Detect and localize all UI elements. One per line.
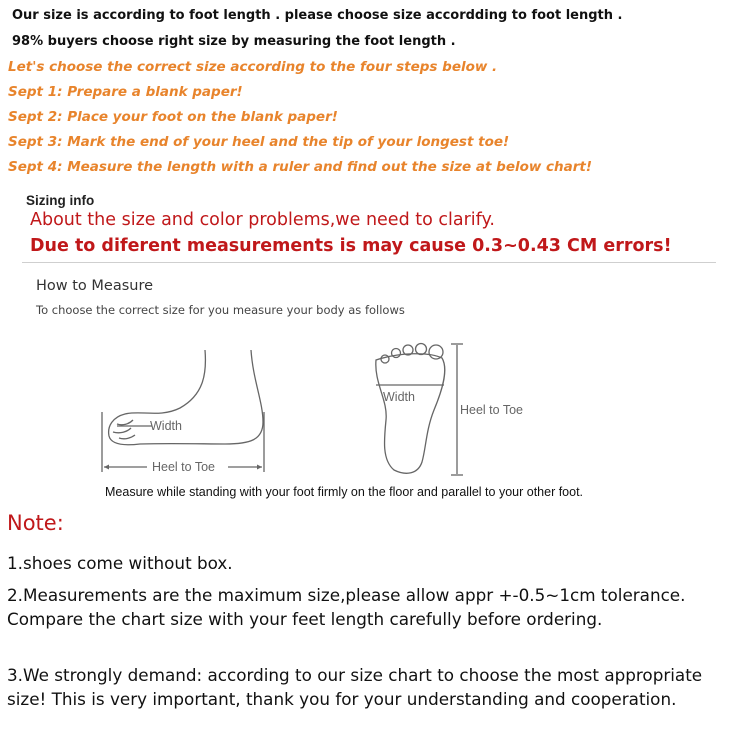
arrowhead-left [104,465,109,470]
foot-side-outline [109,350,263,445]
toe-4 [392,349,401,358]
measure-caption: Measure while standing with your foot firmly on the floor and parallel to your other foot. [105,485,584,499]
toe-5 [381,355,389,363]
step-3: Sept 3: Mark the end of your heel and the tip of your longest toe! [8,134,510,150]
sole-outline [376,354,445,474]
step-1: Sept 1: Prepare a blank paper! [8,84,243,100]
how-to-measure-title: How to Measure [36,278,154,294]
top-width-label: Width [383,390,415,404]
header-line-2: 98% buyers choose right size by measuring the foot length . [12,34,456,49]
measurement-errors-warning: Due to diferent measurements is may cause 0.3~0.43 CM errors! [30,236,672,256]
step-4: Sept 4: Measure the length with a ruler and find out the size at below chart! [8,159,593,175]
divider [22,262,716,263]
note-item-1: 1.shoes come without box. [7,553,233,573]
foot-top-view-diagram [360,338,560,478]
sizing-info-label: Sizing info [26,193,95,208]
side-length-label: Heel to Toe [152,460,216,474]
steps-intro: Let's choose the correct size according to the four steps below . [8,59,498,75]
step-2: Sept 2: Place your foot on the blank paper! [8,109,338,125]
note-item-3: 3.We strongly demand: according to our size chart to choose the most appropriate size! This is very important, thank you for your understanding and cooperation. [7,665,703,709]
note-item-2: 2.Measurements are the maximum size,please allow appr +-0.5~1cm tolerance. Compare the chart size with your feet length carefully before ordering. [7,585,686,629]
toe-big [429,345,443,359]
arrowhead-right [257,465,262,470]
toe-lines [113,420,135,439]
header-line-1: Our size is according to foot length . please choose size accordding to foot length . [12,8,623,23]
how-to-measure-subtitle: To choose the correct size for you measure your body as follows [36,303,405,317]
toe-2 [416,344,427,355]
clarify-text: About the size and color problems,we need to clarify. [30,210,495,230]
foot-side-view-diagram [95,340,295,480]
note-title: Note: [7,511,64,535]
side-width-label: Width [150,419,182,433]
top-length-label: Heel to Toe [460,403,524,417]
